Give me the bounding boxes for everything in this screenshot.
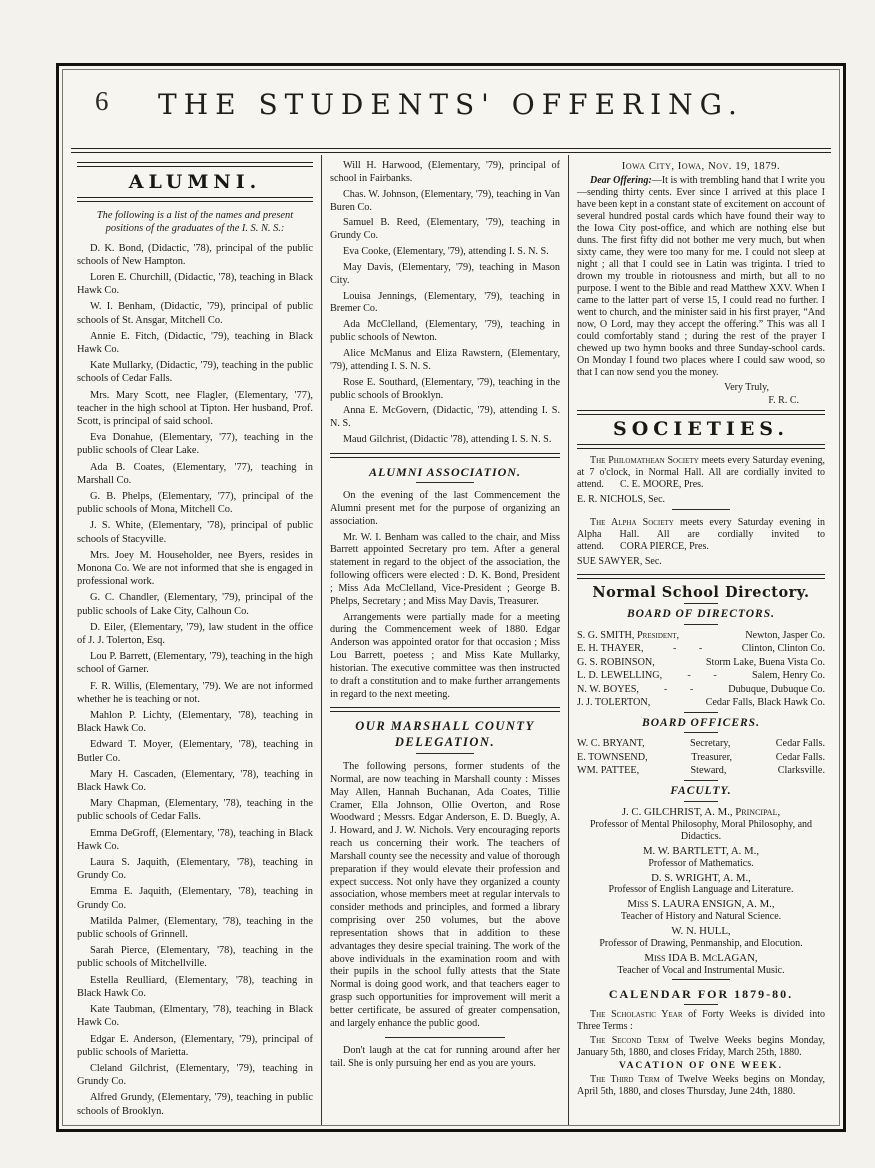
officer-row xyxy=(577,751,825,764)
director-row xyxy=(577,683,825,696)
calendar-third-term xyxy=(577,1074,825,1098)
tiny-rule xyxy=(684,732,718,733)
calendar-scholastic-lead: The Scholastic Year xyxy=(590,1008,683,1020)
double-rule xyxy=(330,453,560,458)
society-secretary: E. R. NICHOLS, Sec. xyxy=(577,493,666,505)
faculty-member xyxy=(577,952,825,977)
double-rule xyxy=(577,444,825,449)
society-item xyxy=(577,455,825,510)
calendar-second-term xyxy=(577,1035,825,1059)
alumni-entry: Mary H. Cascaden, (Elementary, '78), teaching in Black Hawk Co. xyxy=(77,768,313,794)
alumni-entry: Emma E. Jaquith, (Elementary, '78), teaching in Grundy Co. xyxy=(77,886,313,911)
faculty-name: J. C. GILCHRIST, A. M., Principal, xyxy=(621,805,781,818)
faculty-member xyxy=(577,845,825,870)
letter-body xyxy=(577,175,825,379)
short-rule xyxy=(672,509,730,510)
alumni-association-body xyxy=(330,490,560,702)
officer-role: Treasurer, xyxy=(691,751,733,763)
director-dash xyxy=(650,696,705,709)
faculty-name: Miss S. LAURA ENSIGN, A. M., xyxy=(627,898,775,911)
director-place: Salem, Henry Co. xyxy=(752,670,825,682)
alumni-entry: Louisa Jennings, (Elementary, '79), teaching in Bremer Co. xyxy=(330,290,560,315)
association-paragraph: Arrangements were partially made for a meeting during the Commencement week of 1880. Edgar Anderson was appointed orator for that occasion ; Miss Lou Barrett, poetess ; and Miss Kate Mullarky, historian. The executive committee was then instructed to draft a constitution and to make further arrangements in regard to the next meeting. xyxy=(330,611,560,700)
faculty-name: M. W. BARTLETT, A. M., xyxy=(642,844,760,857)
alumni-entry: Anna E. McGovern, (Didactic, '79), attending I. S. N. S. xyxy=(330,405,560,430)
director-name: L. D. LEWELLING, xyxy=(577,670,663,682)
marshall-body xyxy=(330,761,560,1031)
alumni-entry: Chas. W. Johnson, (Elementary, '79), teaching in Van Buren Co. xyxy=(330,188,560,213)
double-rule xyxy=(577,574,825,579)
director-place: Newton, Jasper Co. xyxy=(745,629,825,641)
alumni-entry: Mary Chapman, (Elementary, '78), teaching in the public schools of Cedar Falls. xyxy=(77,798,313,823)
calendar-scholastic-text: of Forty Weeks is divided into Three Terms : xyxy=(577,1008,825,1032)
alumni-entry: Estella Reulliard, (Elementary, '78), teaching in Black Hawk Co. xyxy=(77,974,313,999)
alumni-association-heading: ALUMNI ASSOCIATION. xyxy=(369,464,521,479)
society-text xyxy=(577,517,825,553)
faculty-name: W. N. HULL, xyxy=(671,925,731,938)
calendar-third-lead: The Third Term xyxy=(590,1074,660,1086)
officer-name: E. TOWNSEND, xyxy=(577,751,648,763)
page-number: 6 xyxy=(95,86,109,116)
society-name: The Philomathean Society xyxy=(590,454,699,466)
alumni-entry: Rose E. Southard, (Elementary, '79), teaching in the public schools of Brooklyn. xyxy=(330,376,560,401)
tiny-rule xyxy=(684,801,718,802)
alumni-list-col1 xyxy=(77,242,313,1118)
alumni-entry: Laura S. Jaquith, (Elementary, '78), teaching in Grundy Co. xyxy=(77,857,313,882)
tiny-rule xyxy=(684,1004,718,1005)
faculty-member xyxy=(577,898,825,923)
alumni-entry: Cleland Gilchrist, (Elementary, '79), teaching in Grundy Co. xyxy=(77,1062,313,1088)
short-rule xyxy=(672,979,730,980)
calendar-vacation: VACATION OF ONE WEEK. xyxy=(618,1060,784,1071)
officer-name: W. C. BRYANT, xyxy=(577,738,645,750)
alumni-entry: Edward T. Moyer, (Elementary, '78), teaching in Butler Co. xyxy=(77,739,313,764)
double-rule xyxy=(77,197,313,202)
faculty-name: D. S. WRIGHT, A. M., xyxy=(651,871,751,884)
alumni-entry: F. R. Willis, (Elementary, '79). We are not informed whether he is teaching or not. xyxy=(77,680,313,705)
faculty-name: Miss IDA B. McLAGAN, xyxy=(644,952,758,965)
alumni-entry: Mahlon P. Lichty, (Elementary, '78), teaching in Black Hawk Co. xyxy=(77,710,313,735)
faculty-description: Professor of Drawing, Penmanship, and Elocution. xyxy=(599,938,803,950)
marshall-heading: OUR MARSHALL COUNTY DELEGATION. xyxy=(355,719,535,750)
tiny-rule xyxy=(684,624,718,625)
column-middle xyxy=(321,155,569,1126)
director-row xyxy=(577,642,825,655)
association-paragraph: On the evening of the last Commencement the Alumni present met for the purpose of organizing an association. xyxy=(330,489,560,527)
director-place: Clinton, Clinton Co. xyxy=(741,643,825,655)
director-row xyxy=(577,656,825,669)
board-officers-list xyxy=(577,737,825,777)
alumni-entry: Alice McManus and Eliza Rawstern, (Elementary, '79), attending I. S. N. S. xyxy=(330,347,560,372)
double-rule xyxy=(330,707,560,712)
director-place: Cedar Falls, Black Hawk Co. xyxy=(705,697,825,709)
alumni-entry: J. S. White, (Elementary, '78), principal of public schools of Stacyville. xyxy=(77,520,313,545)
alumni-entry: Samuel B. Reed, (Elementary, '79), teaching in Grundy Co. xyxy=(330,217,560,242)
officer-row xyxy=(577,764,825,777)
alumni-entry: Mrs. Joey M. Householder, nee Byers, resides in Monona Co. We are not informed that she is engaged in professional work. xyxy=(77,549,313,588)
director-place: Dubuque, Dubuque Co. xyxy=(728,683,825,695)
director-name: N. W. BOYES, xyxy=(577,683,639,695)
short-rule xyxy=(385,1037,505,1038)
calendar-third-text: of Twelve Weeks begins on Monday, April 5th, 1880, and closes Thursday, June 24th, 1880. xyxy=(577,1074,826,1098)
calendar-second-text: of Twelve Weeks begins Monday, January 5th, 1880, and closes Friday, March 25th, 1880. xyxy=(577,1034,825,1058)
letter-salutation: Dear Offering: xyxy=(590,174,652,186)
society-text xyxy=(577,455,825,491)
society-secretary: SUE SAWYER, Sec. xyxy=(577,555,662,567)
alumni-list-col2 xyxy=(330,160,560,447)
alumni-entry: Alfred Grundy, (Elementary, '79), teaching in public schools of Brooklyn. xyxy=(77,1092,313,1117)
alumni-entry: Eva Cooke, (Elementary, '79), attending I. S. N. S. xyxy=(343,246,549,258)
faculty-description: Professor of Mathematics. xyxy=(648,857,754,869)
society-body: meets every Saturday evening in Alpha Hall. All are cordially invited to attend. xyxy=(577,516,825,552)
faculty-member xyxy=(577,806,825,843)
alumni-entry: Maud Gilchrist, (Didactic '78), attending I. S. N. S. xyxy=(343,434,552,446)
society-item xyxy=(577,517,825,568)
faculty-description: Professor of English Language and Literature. xyxy=(608,884,794,896)
alumni-entry: Mrs. Mary Scott, nee Flagler, (Elementary, '77), teacher in the high school at Tipton. Her husband, Prof. Scott, is principal of said school. xyxy=(77,389,313,427)
board-officers-heading: BOARD OFFICERS. xyxy=(642,716,760,729)
alumni-entry: G. B. Phelps, (Elementary, '77), principal of the public schools of Mona, Mitchell Co. xyxy=(77,490,313,516)
director-dash xyxy=(655,656,706,669)
marshall-paragraph: The following persons, former students of the Normal, are now teaching in Marshall county : Misses May Allen, Hannah Buchanan, Ada Coates, Tillie Cramer, Ella Johnson, Ollie Overton, and Rose Woodward ; Messrs. Edgar Anderson, E. D. Buegly, A. J. Howard, and J. W. Nichols. Very encouraging reports reach us concerning their work. The teachers of Marshall county see the necessity and value of thorough preparation if they would elevate their profession and expect success. Not only have they organized a county association, whose members meet at regular intervals to consider methods and principles, and formed a library comprising over 250 volumes, but the above representation shows that in addition to these advantages they desire special training. The work of the above individuals in the examination room and with their pupils in the school fully attests that the State Normal is doing good work, and that teachers eager to grasp such opportunities for improvement will merit a better certificate, be assured of greater compensation, and largely enhance the public good. xyxy=(330,760,560,1029)
tiny-rule xyxy=(684,712,718,713)
faculty-member xyxy=(577,872,825,897)
page-frame xyxy=(56,63,846,1132)
director-row xyxy=(577,669,825,682)
faculty-description: Teacher of History and Natural Science. xyxy=(620,911,782,923)
alumni-intro: The following is a list of the names and present positions of the graduates of the I. S. N. S.: xyxy=(96,210,294,235)
tiny-rule xyxy=(684,780,718,781)
alumni-entry: Kate Mullarky, (Didactic, '79), teaching in the public schools of Cedar Falls. xyxy=(77,360,313,385)
officer-name: WM. PATTEE, xyxy=(577,765,640,777)
director-dash: - - xyxy=(672,643,713,655)
header-rule xyxy=(71,148,831,153)
letter-closing: Very Truly, xyxy=(724,381,769,393)
calendar-scholastic xyxy=(577,1009,825,1033)
short-rule xyxy=(416,482,474,483)
director-dash: - - xyxy=(663,683,704,695)
director-name: S. G. SMITH, President, xyxy=(577,629,680,641)
director-dash xyxy=(679,629,745,642)
officer-role: Steward, xyxy=(690,765,727,777)
calendar-heading: CALENDAR FOR 1879-80. xyxy=(608,987,794,1002)
alumni-entry: Edgar E. Anderson, (Elementary, '79), principal of public schools of Marietta. xyxy=(77,1033,313,1058)
alumni-entry: Ada McClelland, (Elementary, '79), teaching in public schools of Newton. xyxy=(330,319,560,344)
alumni-heading-block xyxy=(77,162,313,202)
society-president: CORA PIERCE, Pres. xyxy=(619,540,709,552)
faculty-member xyxy=(577,925,825,950)
masthead xyxy=(69,70,833,144)
director-place: Storm Lake, Buena Vista Co. xyxy=(705,656,825,668)
society-body: meets every Saturday evening, at 7 o'clock, in Normal Hall. All are cordially invited to attend. xyxy=(577,454,825,490)
officer-role: Secretary, xyxy=(690,738,731,750)
societies-heading-block xyxy=(577,410,825,449)
letter-dateline: Iowa City, Iowa, Nov. 19, 1879. xyxy=(621,160,781,172)
director-name: G. S. ROBINSON, xyxy=(577,656,655,668)
director-name: E. H. THAYER, xyxy=(577,643,644,655)
officer-place: Cedar Falls. xyxy=(775,738,825,750)
officer-place: Cedar Falls. xyxy=(775,751,825,763)
alumni-entry: W. I. Benham, (Didactic, '79), principal of public schools of St. Ansgar, Mitchell Co. xyxy=(77,301,313,326)
double-rule xyxy=(577,410,825,415)
faculty-description: Professor of Mental Philosophy, Moral Philosophy, and Didactics. xyxy=(589,818,813,842)
alumni-entry: D. K. Bond, (Didactic, '78), principal of the public schools of New Hampton. xyxy=(77,242,313,267)
alumni-entry: Eva Donahue, (Elementary, '77), teaching in the public schools of Clear Lake. xyxy=(77,432,313,457)
alumni-entry: Kate Taubman, (Elmentary, '78), teaching in Black Hawk Co. xyxy=(77,1004,313,1029)
alumni-entry: G. C. Chandler, (Elementary, '79), principal of the public schools of Lake City, Calhoun Co. xyxy=(77,592,313,617)
letter-signature: F. R. C. xyxy=(768,394,799,406)
alumni-entry: Annie E. Fitch, (Didactic, '79), teaching in Black Hawk Co. xyxy=(77,330,313,355)
alumni-entry: Emma DeGroff, (Elementary, '78), teaching in Black Hawk Co. xyxy=(77,827,313,852)
alumni-entry: May Davis, (Elementary, '79), teaching in Mason City. xyxy=(330,261,560,286)
alumni-entry: D. Eiler, (Elementary, '79), law student in the office of J. J. Tolerton, Esq. xyxy=(77,621,313,647)
alumni-heading: ALUMNI. xyxy=(128,171,262,193)
column-alumni xyxy=(69,155,321,1126)
director-name: J. J. TOLERTON, xyxy=(577,697,651,709)
calendar-second-lead: The Second Term xyxy=(590,1034,669,1046)
officer-row xyxy=(577,737,825,750)
tiny-rule xyxy=(684,603,718,604)
director-row xyxy=(577,629,825,642)
director-row xyxy=(577,696,825,709)
director-dash: - - xyxy=(687,670,727,682)
alumni-entry: Lou P. Barrett, (Elementary, '79), teaching in the high school of Garner. xyxy=(77,651,313,676)
faculty-heading: FACULTY. xyxy=(670,784,732,797)
columns xyxy=(69,155,833,1126)
societies-list xyxy=(577,455,825,568)
filler-paragraph: Don't laugh at the cat for running around after her tail. She is only pursuing her end as you are yours. xyxy=(330,1044,560,1069)
faculty-description: Teacher of Vocal and Instrumental Music. xyxy=(617,965,785,977)
society-president: C. E. MOORE, Pres. xyxy=(619,478,704,490)
officer-place: Clarksville. xyxy=(777,765,825,777)
alumni-entry: Matilda Palmer, (Elementary, '78), teaching in the public schools of Grinnell. xyxy=(77,915,313,941)
association-paragraph: Mr. W. I. Benham was called to the chair, and Miss Barrett appointed Secretary pro tem. After a general statement in regard to the object of the association, the following officers were elected : D. K. Bond, President ; Miss Ada McClelland, Vice-President ; George B. Phelps, Secretary ; and Miss May Davis, Treasurer. xyxy=(330,531,560,607)
double-rule xyxy=(77,162,313,167)
board-directors-list xyxy=(577,629,825,710)
society-name: The Alpha Society xyxy=(590,516,674,528)
faculty-list xyxy=(577,806,825,978)
board-directors-heading: BOARD OF DIRECTORS. xyxy=(627,608,775,621)
page-title: THE STUDENTS' OFFERING. xyxy=(158,88,744,121)
alumni-entry: Ada B. Coates, (Elementary, '77), teaching in Marshall Co. xyxy=(77,461,313,486)
directory-title: Normal School Directory. xyxy=(592,583,810,601)
alumni-entry: Loren E. Churchill, (Didactic, '78), teaching in Black Hawk Co. xyxy=(77,271,313,297)
alumni-entry: Will H. Harwood, (Elementary, '79), principal of school in Fairbanks. xyxy=(330,160,560,184)
column-right xyxy=(569,155,833,1126)
page-inner-border xyxy=(62,69,840,1126)
societies-heading: SOCIETIES. xyxy=(613,417,789,440)
letter-text: —It is with trembling hand that I write you—sending thirty cents. Ever since I arrived at this place I have been kept in a constant state of excitement on account of several hundred postal cards which have found their way to the Iowa City post-office, and which are nothing else but duns. The first fifty did not bother me very much, but when sixty came, they were too many for me. I could not sleep at night ; all that I could see in Latin was triginta. I tried to drown my trouble in riotousness and mirth, but all to no purpose. I went to the Bible and read Matthew XXV. When I came to the latter part of verse 15, I could read no further. I went to church, and the minister said in his first prayer, “And now, O Lord, may they accept the offering.” This was all I could comfortably stand ; during the rest of the prayer I chewed up two hymn books and three Sunday-school cards. On Monday I found two places where I could saw wood, so that I can now send you the money. xyxy=(577,174,825,378)
short-rule xyxy=(416,753,474,754)
alumni-entry: Sarah Pierce, (Elementary, '78), teaching in the public schools of Mitchellville. xyxy=(77,945,313,970)
